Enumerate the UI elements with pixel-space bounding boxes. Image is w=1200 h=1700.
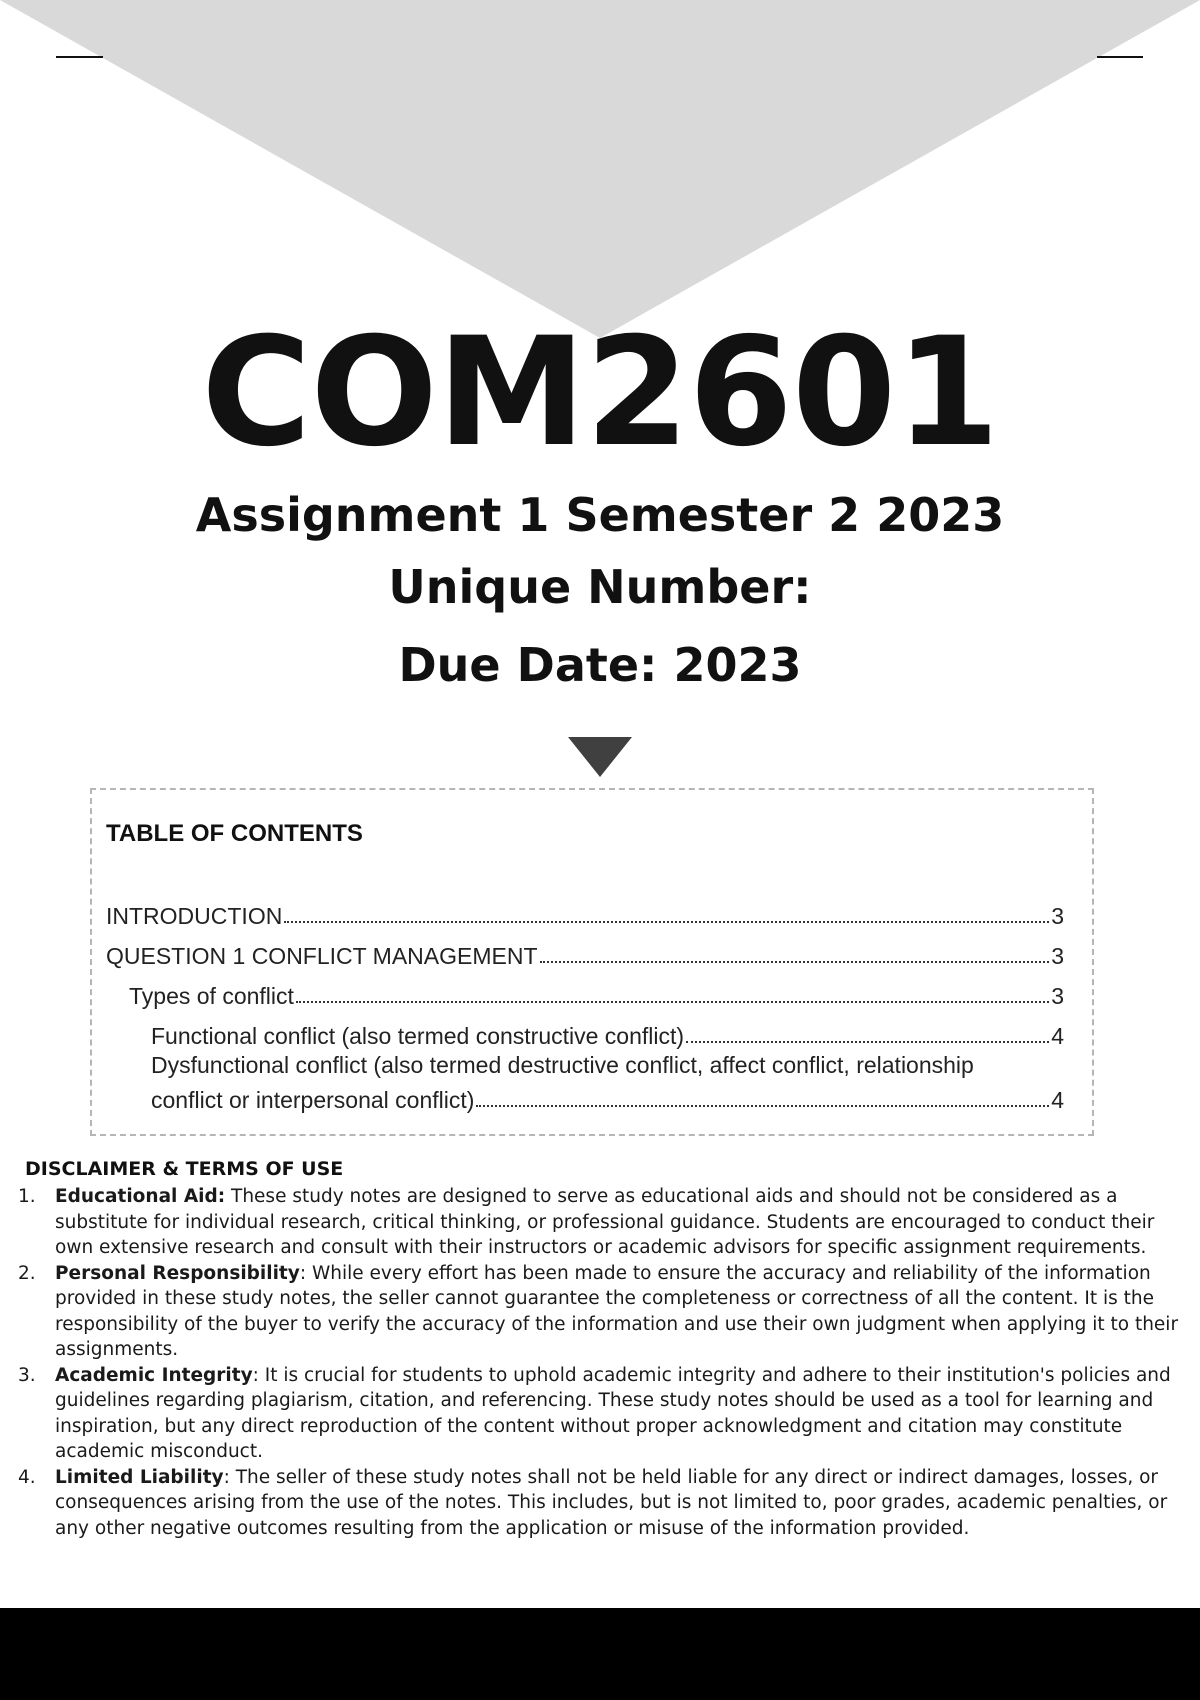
toc-entry-functional-conflict[interactable] [106,1010,1064,1050]
toc-entry-text-continued: conflict or interpersonal conflict) [151,1087,475,1113]
toc-entry-types-of-conflict[interactable] [106,970,1064,1010]
disclaimer-item-text: : It is crucial for students to uphold academic integrity and adhere to their institution's policies and guidelines regarding plagiarism, citation, and referencing. These study notes should be used as a tool for learning and inspiration, but any direct reproduction of the content without proper acknowledgment and citation may constitute academic misconduct. [55,1364,1171,1462]
toc-leader [476,1105,1049,1107]
toc-heading: TABLE OF CONTENTS [106,820,363,847]
bottom-black-bar [0,1608,1200,1700]
toc-entry-text: Functional conflict (also termed constructive conflict) [151,1023,685,1049]
disclaimer-list [10,1184,1192,1541]
table-of-contents [90,788,1094,1136]
disclaimer-item-term: Personal Responsibility [55,1262,300,1284]
toc-page-number: 3 [1051,983,1064,1009]
disclaimer-heading: DISCLAIMER & TERMS OF USE [25,1158,344,1180]
disclaimer-item [10,1465,1192,1542]
toc-entry-text: Types of conflict [129,983,294,1009]
toc-leader [296,1001,1049,1003]
disclaimer-item-number: 3. [18,1364,36,1386]
disclaimer-item [10,1184,1192,1261]
disclaimer-item-text: : While every effort has been made to ensure the accuracy and reliability of the information provided in these study notes, the seller cannot guarantee the completeness or correctness of all the content. It is the responsibility of the buyer to verify the accuracy of the information and use their own judgment when applying it to their assignments. [55,1262,1179,1360]
disclaimer-item-number: 4. [18,1466,36,1488]
disclaimer-item-term: Limited Liability [55,1466,224,1488]
toc-entry-introduction[interactable] [106,890,1064,930]
down-arrow-icon [568,737,632,777]
toc-entry-question-1[interactable] [106,930,1064,970]
disclaimer-item-text: These study notes are designed to serve as educational aids and should not be considered as a substitute for individual research, critical thinking, or professional guidance. Students are encouraged to conduct their own extensive research and consult with their instructors or academic advisors for specific assignment requirements. [55,1186,1155,1258]
toc-entry-text: Dysfunctional conflict (also termed destructive conflict, affect conflict, relationship [151,1052,974,1078]
assignment-title: Assignment 1 Semester 2 2023 [195,488,1005,542]
course-code: COM2601 [201,306,999,480]
disclaimer-item-number: 1. [18,1186,36,1207]
toc-leader [686,1041,1049,1043]
toc-leader [540,961,1050,963]
toc-page-number: 3 [1051,903,1064,929]
toc-entry-dysfunctional-conflict[interactable] [106,1050,1064,1120]
disclaimer-item-text: : The seller of these study notes shall not be held liable for any direct or indirect damages, losses, or consequences arising from the use of the notes. This includes, but is not limited to, poor grades, academic penalties, or any other negative outcomes resulting from the application or misuse of the information provided. [55,1466,1168,1539]
due-date: Due Date: 2023 [398,638,802,692]
toc-leader [284,921,1049,923]
toc-page-number: 3 [1051,943,1064,969]
toc-list [106,890,1064,1120]
toc-entry-text: INTRODUCTION [106,903,283,929]
disclaimer-item-term: Educational Aid: [55,1186,226,1207]
disclaimer-item-term: Academic Integrity [55,1364,253,1386]
disclaimer-item [10,1261,1192,1363]
disclaimer-item-number: 2. [18,1262,36,1284]
toc-entry-line2 [151,1080,1064,1114]
toc-page-number: 4 [1051,1087,1064,1113]
toc-entry-text: QUESTION 1 CONFLICT MANAGEMENT [106,943,538,969]
disclaimer-item [10,1363,1192,1465]
top-chevron-banner [0,0,1200,338]
unique-number: Unique Number: [388,560,812,614]
toc-page-number: 4 [1051,1023,1064,1049]
